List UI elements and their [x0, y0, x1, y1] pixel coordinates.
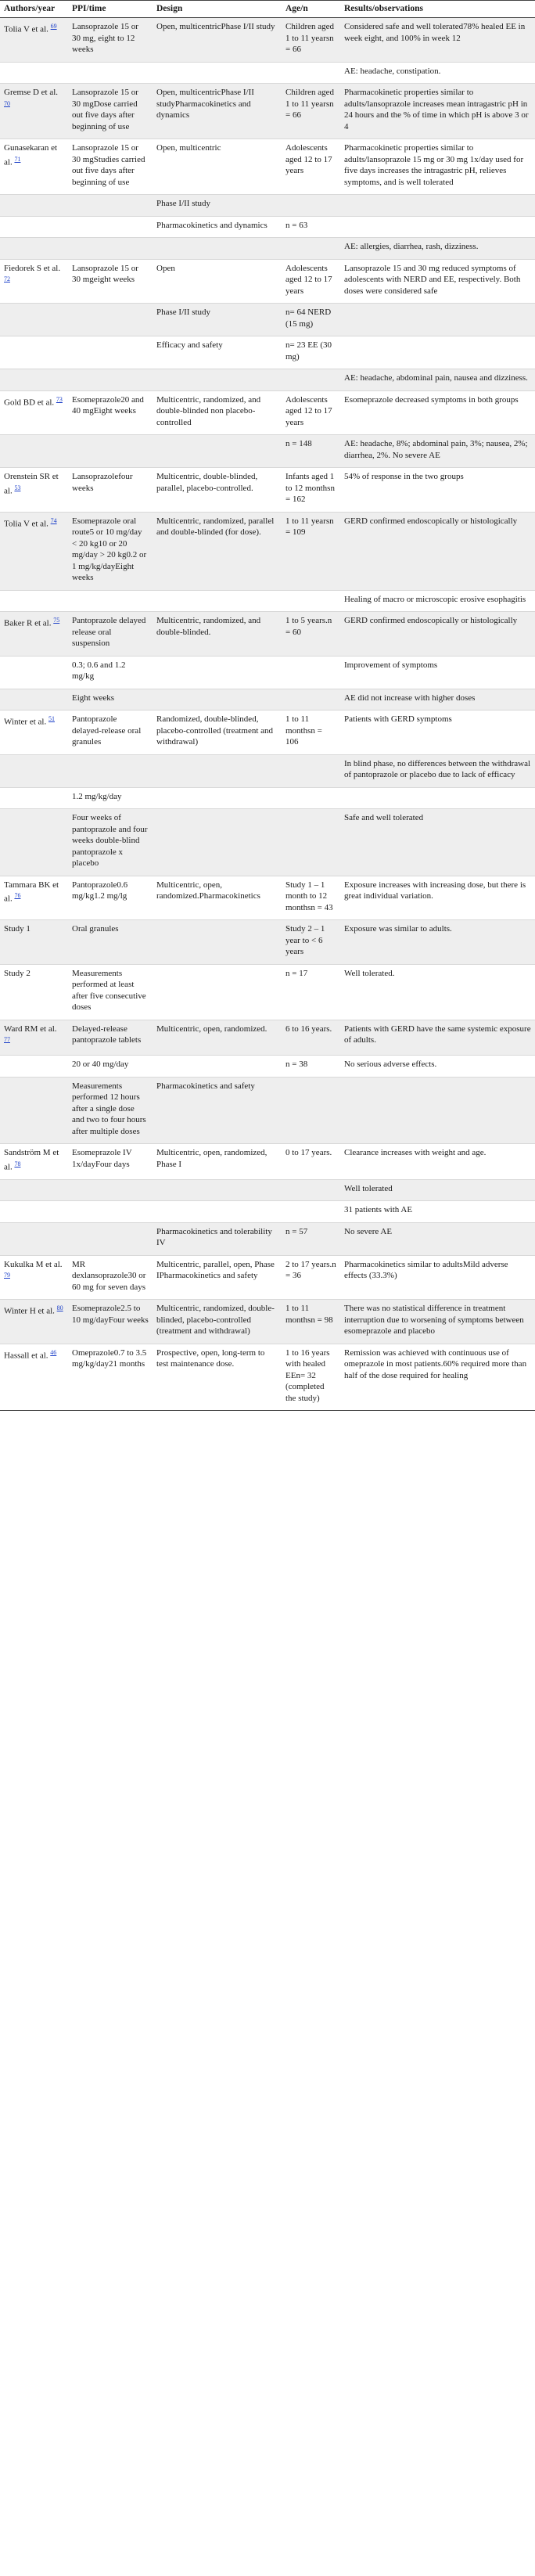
cell-ppi-time	[68, 304, 153, 336]
cell-design	[153, 809, 282, 876]
table-row	[0, 1144, 535, 1180]
cell-design: Pharmacokinetics and tolerability IV	[153, 1222, 282, 1255]
author-name: Tolia V et al.	[4, 24, 48, 34]
cell-design: Phase I/II study	[153, 304, 282, 336]
cell-age-n: 1 to 11 yearsn = 109	[282, 512, 340, 590]
cell-ppi-time: 1.2 mg/kg/day	[68, 787, 153, 809]
cell-author	[0, 369, 68, 391]
header-results-observations: Results/observations	[340, 1, 535, 18]
cell-age-n: 2 to 17 years.n = 36	[282, 1255, 340, 1300]
cell-author	[0, 1020, 68, 1056]
cell-age-n: 1 to 11 monthsn = 98	[282, 1300, 340, 1344]
cell-ppi-time	[68, 216, 153, 238]
table-row	[0, 754, 535, 787]
cell-results: Healing of macro or microscopic erosive esophagitis	[340, 590, 535, 612]
cell-ppi-time: Lansoprazole 15 or 30 mg, eight to 12 weeks	[68, 18, 153, 63]
cell-ppi-time: Pantoprazole0.6 mg/kg1.2 mg/lg	[68, 876, 153, 920]
cell-results	[340, 216, 535, 238]
cell-results: In blind phase, no differences between the withdrawal of pantoprazole or placebo due to lack of efficacy	[340, 754, 535, 787]
cell-age-n	[282, 369, 340, 391]
cell-age-n: n = 57	[282, 1222, 340, 1255]
table-row	[0, 1344, 535, 1411]
cell-author	[0, 195, 68, 217]
reference-link[interactable]: 70	[4, 99, 10, 107]
table-row	[0, 369, 535, 391]
cell-results: Considered safe and well tolerated78% healed EE in week eight, and 100% in week 12	[340, 18, 535, 63]
cell-ppi-time: Esomeprazole IV 1x/dayFour days	[68, 1144, 153, 1180]
cell-author	[0, 876, 68, 920]
cell-results: AE: allergies, diarrhea, rash, dizziness.	[340, 238, 535, 260]
reference-link[interactable]: 46	[50, 1348, 57, 1356]
cell-design	[153, 1056, 282, 1078]
cell-results	[340, 1077, 535, 1144]
cell-design	[153, 238, 282, 260]
cell-design: Multicentric, parallel, open, Phase IPharmacokinetics and safety	[153, 1255, 282, 1300]
cell-ppi-time: Eight weeks	[68, 689, 153, 711]
cell-author	[0, 1222, 68, 1255]
cell-age-n: n = 63	[282, 216, 340, 238]
cell-results	[340, 195, 535, 217]
cell-results	[340, 787, 535, 809]
cell-age-n: Children aged 1 to 11 yearsn = 66	[282, 18, 340, 63]
cell-results: Exposure increases with increasing dose, but there is great individual variation.	[340, 876, 535, 920]
cell-design	[153, 656, 282, 689]
cell-age-n: 1 to 5 years.n = 60	[282, 612, 340, 657]
cell-results: AE: headache, 8%; abdominal pain, 3%; nausea, 2%; diarrhea, 2%. No severe AE	[340, 435, 535, 468]
cell-author	[0, 590, 68, 612]
cell-author	[0, 139, 68, 195]
cell-author	[0, 612, 68, 657]
cell-ppi-time	[68, 369, 153, 391]
cell-results: Well tolerated.	[340, 964, 535, 1020]
author-name: Hassall et al.	[4, 1351, 48, 1361]
cell-ppi-time	[68, 435, 153, 468]
cell-design: Pharmacokinetics and dynamics	[153, 216, 282, 238]
table-row	[0, 590, 535, 612]
cell-ppi-time: Omeprazole0.7 to 3.5 mg/kg/day21 months	[68, 1344, 153, 1411]
table-row	[0, 1179, 535, 1201]
cell-ppi-time: 0.3; 0.6 and 1.2 mg/kg	[68, 656, 153, 689]
reference-link[interactable]: 73	[56, 395, 63, 403]
cell-ppi-time: Lansoprazole 15 or 30 mgDose carried out five days after beginning of use	[68, 84, 153, 139]
cell-results: Patients with GERD symptoms	[340, 711, 535, 755]
cell-age-n: 0 to 17 years.	[282, 1144, 340, 1180]
cell-results: AE: headache, abdominal pain, nausea and dizziness.	[340, 369, 535, 391]
author-name: Baker R et al.	[4, 618, 52, 628]
cell-ppi-time: Esomeprazole2.5 to 10 mg/dayFour weeks	[68, 1300, 153, 1344]
table-row	[0, 809, 535, 876]
cell-results: Clearance increases with weight and age.	[340, 1144, 535, 1180]
reference-link[interactable]: 69	[50, 23, 57, 30]
cell-author	[0, 809, 68, 876]
author-name: Winter H et al.	[4, 1306, 55, 1316]
cell-author	[0, 1179, 68, 1201]
cell-design	[153, 920, 282, 965]
table-row	[0, 512, 535, 590]
table-row	[0, 1077, 535, 1144]
cell-age-n: 1 to 11 monthsn = 106	[282, 711, 340, 755]
table-row	[0, 1255, 535, 1300]
table-row	[0, 238, 535, 260]
cell-results: Esomeprazole decreased symptoms in both groups	[340, 390, 535, 435]
cell-ppi-time: 20 or 40 mg/day	[68, 1056, 153, 1078]
cell-design: Multicentric, open, randomized, Phase I	[153, 1144, 282, 1180]
cell-ppi-time	[68, 1179, 153, 1201]
cell-results: AE did not increase with higher doses	[340, 689, 535, 711]
table-row	[0, 711, 535, 755]
cell-age-n: Children aged 1 to 11 yearsn = 66	[282, 84, 340, 139]
reference-link[interactable]: 74	[50, 516, 57, 524]
table-row	[0, 435, 535, 468]
cell-ppi-time: Esomeprazole oral route5 or 10 mg/day < 20 kg10 or 20 mg/day > 20 kg0.2 or 1 mg/kg/dayEight weeks	[68, 512, 153, 590]
author-name: Fiedorek S et al.	[4, 263, 61, 273]
cell-results: Patients with GERD have the same systemic exposure of adults.	[340, 1020, 535, 1056]
cell-ppi-time: Delayed-release pantoprazole tablets	[68, 1020, 153, 1056]
author-name: Winter et al.	[4, 717, 47, 727]
cell-ppi-time	[68, 754, 153, 787]
cell-author	[0, 390, 68, 435]
reference-link[interactable]: 53	[14, 484, 21, 491]
cell-ppi-time: Lansoprazole 15 or 30 mgStudies carried out five days after beginning of use	[68, 139, 153, 195]
cell-ppi-time: Measurements performed 12 hours after a single dose and two to four hours after multiple doses	[68, 1077, 153, 1144]
cell-design: Multicentric, open, randomized.Pharmacokinetics	[153, 876, 282, 920]
table-row	[0, 787, 535, 809]
cell-results: AE: headache, constipation.	[340, 62, 535, 84]
table-row	[0, 689, 535, 711]
cell-author	[0, 62, 68, 84]
cell-design: Open	[153, 259, 282, 304]
cell-design	[153, 435, 282, 468]
cell-ppi-time	[68, 238, 153, 260]
table-row	[0, 964, 535, 1020]
table-row	[0, 468, 535, 513]
cell-design: Multicentric, randomized, parallel and double-blinded (for dose).	[153, 512, 282, 590]
reference-link[interactable]: 80	[56, 1304, 63, 1312]
cell-age-n	[282, 62, 340, 84]
cell-author	[0, 1056, 68, 1078]
table-row	[0, 612, 535, 657]
cell-age-n	[282, 656, 340, 689]
cell-author	[0, 336, 68, 369]
cell-author	[0, 754, 68, 787]
cell-author	[0, 435, 68, 468]
cell-ppi-time: Esomeprazole20 and 40 mgEight weeks	[68, 390, 153, 435]
cell-design	[153, 689, 282, 711]
cell-ppi-time	[68, 1201, 153, 1223]
reference-link[interactable]: 78	[14, 1160, 21, 1167]
table-row	[0, 656, 535, 689]
cell-design: Efficacy and safety	[153, 336, 282, 369]
cell-author	[0, 920, 68, 965]
table-row	[0, 1020, 535, 1056]
cell-age-n: n= 23 EE (30 mg)	[282, 336, 340, 369]
cell-results	[340, 304, 535, 336]
author-name: Ward RM et al.	[4, 1024, 57, 1034]
cell-design: Multicentric, open, randomized.	[153, 1020, 282, 1056]
author-name: Tolia V et al.	[4, 519, 48, 529]
cell-results: Exposure was similar to adults.	[340, 920, 535, 965]
header-age-n: Age/n	[282, 1, 340, 18]
cell-results: No serious adverse effects.	[340, 1056, 535, 1078]
cell-ppi-time	[68, 62, 153, 84]
cell-author	[0, 18, 68, 63]
reference-link[interactable]: 72	[4, 275, 10, 282]
cell-author	[0, 1077, 68, 1144]
cell-results: 54% of response in the two groups	[340, 468, 535, 513]
author-name: Study 1	[4, 924, 31, 934]
cell-author	[0, 656, 68, 689]
cell-results: Remission was achieved with continuous use of omeprazole in most patients.60% required more than half of the dose required for healing	[340, 1344, 535, 1411]
cell-results: Pharmacokinetic properties similar to adults/lansoprazole 15 mg or 30 mg 1x/day used for five days increases the intragastric pH, relieves symptoms, and is well tolerated	[340, 139, 535, 195]
cell-author	[0, 787, 68, 809]
cell-author	[0, 512, 68, 590]
cell-author	[0, 711, 68, 755]
cell-age-n	[282, 787, 340, 809]
cell-age-n: 6 to 16 years.	[282, 1020, 340, 1056]
cell-design: Phase I/II study	[153, 195, 282, 217]
cell-age-n	[282, 238, 340, 260]
cell-results: Safe and well tolerated	[340, 809, 535, 876]
cell-ppi-time	[68, 336, 153, 369]
cell-ppi-time: Four weeks of pantoprazole and four weeks double-blind pantoprazole x placebo	[68, 809, 153, 876]
cell-author	[0, 964, 68, 1020]
cell-design: Multicentric, randomized, double-blinded, placebo-controlled (treatment and withdrawal)	[153, 1300, 282, 1344]
cell-age-n: n = 17	[282, 964, 340, 1020]
cell-design	[153, 787, 282, 809]
cell-author	[0, 1344, 68, 1411]
cell-design	[153, 369, 282, 391]
cell-design: Open, multicentricPhase I/II studyPharmacokinetics and dynamics	[153, 84, 282, 139]
cell-results: 31 patients with AE	[340, 1201, 535, 1223]
cell-results: Lansoprazole 15 and 30 mg reduced symptoms of adolescents with NERD and EE, respectively. Both doses were considered safe	[340, 259, 535, 304]
author-name: Sandström M et al.	[4, 1148, 59, 1172]
cell-design: Open, multicentric	[153, 139, 282, 195]
cell-age-n	[282, 689, 340, 711]
cell-design: Randomized, double-blinded, placebo-controlled (treatment and withdrawal)	[153, 711, 282, 755]
reference-link[interactable]: 79	[4, 1272, 10, 1279]
cell-design	[153, 62, 282, 84]
cell-ppi-time: Lansoprazolefour weeks	[68, 468, 153, 513]
cell-age-n: Adolescents aged 12 to 17 years	[282, 390, 340, 435]
cell-author	[0, 304, 68, 336]
cell-design: Multicentric, randomized, and double-blinded non placebo-controlled	[153, 390, 282, 435]
cell-design	[153, 754, 282, 787]
cell-age-n: Adolescents aged 12 to 17 years	[282, 259, 340, 304]
cell-ppi-time	[68, 195, 153, 217]
table-row	[0, 876, 535, 920]
header-design: Design	[153, 1, 282, 18]
author-name: Study 2	[4, 968, 31, 978]
table-row	[0, 336, 535, 369]
reference-link[interactable]: 75	[53, 617, 60, 624]
cell-age-n: Study 2 – 1 year to < 6 years	[282, 920, 340, 965]
cell-ppi-time: Lansoprazole 15 or 30 mgeight weeks	[68, 259, 153, 304]
cell-results: GERD confirmed endoscopically or histologically	[340, 512, 535, 590]
cell-author	[0, 84, 68, 139]
table-body	[0, 18, 535, 1411]
cell-age-n: Adolescents aged 12 to 17 years	[282, 139, 340, 195]
cell-ppi-time: Pantoprazole delayed release oral suspension	[68, 612, 153, 657]
cell-design: Pharmacokinetics and safety	[153, 1077, 282, 1144]
cell-ppi-time: MR dexlansoprazole30 or 60 mg for seven days	[68, 1255, 153, 1300]
cell-author	[0, 259, 68, 304]
cell-ppi-time	[68, 1222, 153, 1255]
table-row	[0, 18, 535, 63]
table-row	[0, 195, 535, 217]
cell-design: Prospective, open, long-term to test maintenance dose.	[153, 1344, 282, 1411]
cell-ppi-time: Measurements performed at least after five consecutive doses	[68, 964, 153, 1020]
table-row	[0, 304, 535, 336]
cell-author	[0, 468, 68, 513]
cell-age-n: Infants aged 1 to 12 monthsn = 162	[282, 468, 340, 513]
cell-design	[153, 964, 282, 1020]
cell-results: Improvement of symptoms	[340, 656, 535, 689]
cell-age-n	[282, 1179, 340, 1201]
cell-age-n	[282, 809, 340, 876]
table-row	[0, 84, 535, 139]
cell-design	[153, 1179, 282, 1201]
cell-age-n	[282, 1201, 340, 1223]
author-name: Tammara BK et al.	[4, 880, 59, 904]
cell-results: GERD confirmed endoscopically or histologically	[340, 612, 535, 657]
cell-author	[0, 1144, 68, 1180]
cell-design	[153, 590, 282, 612]
cell-age-n	[282, 754, 340, 787]
cell-design: Multicentric, double-blinded, parallel, placebo-controlled.	[153, 468, 282, 513]
table-row	[0, 259, 535, 304]
table-row	[0, 62, 535, 84]
cell-author	[0, 689, 68, 711]
table-row	[0, 1056, 535, 1078]
cell-ppi-time: Oral granules	[68, 920, 153, 965]
cell-author	[0, 1255, 68, 1300]
table-row	[0, 1300, 535, 1344]
header-ppi-time: PPI/time	[68, 1, 153, 18]
cell-results: Well tolerated	[340, 1179, 535, 1201]
table-row	[0, 390, 535, 435]
author-name: Kukulka M et al.	[4, 1259, 63, 1269]
cell-author	[0, 216, 68, 238]
cell-age-n: 1 to 16 years with healed EEn= 32 (completed the study)	[282, 1344, 340, 1411]
cell-results: Pharmacokinetics similar to adultsMild adverse effects (33.3%)	[340, 1255, 535, 1300]
cell-author	[0, 238, 68, 260]
reference-link[interactable]: 76	[14, 892, 21, 899]
author-name: Orenstein SR et al.	[4, 472, 59, 496]
cell-results	[340, 336, 535, 369]
table-row	[0, 920, 535, 965]
author-name: Gremse D et al.	[4, 88, 59, 97]
cell-age-n: n = 148	[282, 435, 340, 468]
cell-ppi-time	[68, 590, 153, 612]
header-authors-year: Authors/year	[0, 1, 68, 18]
cell-age-n	[282, 1077, 340, 1144]
cell-author	[0, 1300, 68, 1344]
header-row	[0, 1, 535, 18]
cell-design	[153, 1201, 282, 1223]
cell-age-n: n = 38	[282, 1056, 340, 1078]
cell-age-n	[282, 590, 340, 612]
reference-link[interactable]: 71	[14, 155, 21, 163]
cell-author	[0, 1201, 68, 1223]
cell-ppi-time: Pantoprazole delayed-release oral granules	[68, 711, 153, 755]
cell-results: There was no statistical difference in treatment interruption due to worsening of symptoms between esomeprazole and placebo	[340, 1300, 535, 1344]
table-header	[0, 1, 535, 18]
table-row	[0, 1222, 535, 1255]
author-name: Gunasekaran et al.	[4, 143, 58, 167]
cell-results: Pharmacokinetic properties similar to adults/lansoprazole increases mean intragastric pH in 24 hours and the % of time in which pH is above 3 or 4	[340, 84, 535, 139]
cell-age-n	[282, 195, 340, 217]
cell-age-n: Study 1 – 1 month to 12 monthsn = 43	[282, 876, 340, 920]
reference-link[interactable]: 51	[48, 715, 55, 722]
cell-results: No severe AE	[340, 1222, 535, 1255]
cell-design: Multicentric, randomized, and double-blinded.	[153, 612, 282, 657]
author-name: Gold BD et al.	[4, 398, 55, 408]
table-row	[0, 139, 535, 195]
reference-link[interactable]: 77	[4, 1036, 10, 1043]
cell-age-n: n= 64 NERD (15 mg)	[282, 304, 340, 336]
cell-design: Open, multicentricPhase I/II study	[153, 18, 282, 63]
table-row	[0, 1201, 535, 1223]
table-row	[0, 216, 535, 238]
